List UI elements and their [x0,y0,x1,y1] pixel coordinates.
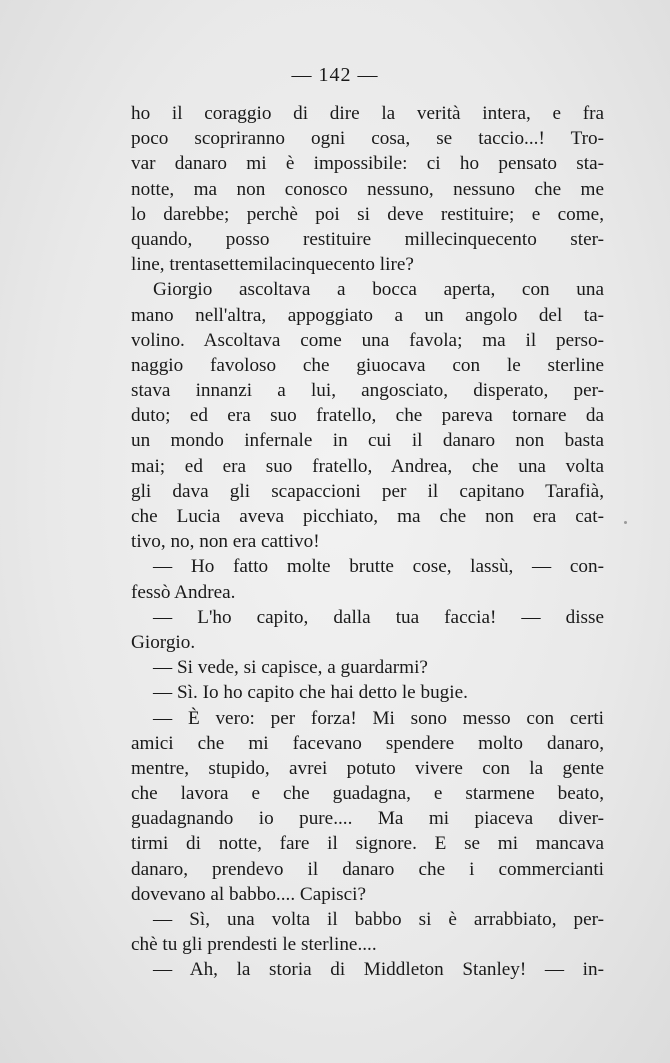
text-line: volino. Ascoltava come una favola; ma il perso- [131,329,604,351]
body-text [131,101,604,983]
text-line: chè tu gli prendesti le sterline.... [131,934,377,956]
text-line: — Ah, la storia di Middleton Stanley! — in- [153,959,604,981]
text-line: — È vero: per forza! Mi sono messo con certi [153,707,604,729]
text-line: stava innanzi a lui, angosciato, disperato, per- [131,380,604,402]
text-line: Giorgio ascoltava a bocca aperta, con una [153,279,604,301]
text-line: mentre, stupido, avrei potuto vivere con la gente [131,757,604,779]
text-line: fessò Andrea. [131,581,236,603]
text-line: che Lucia aveva picchiato, ma che non era cat- [131,506,604,527]
text-line: mano nell'altra, appoggiato a un angolo del ta- [131,304,604,326]
page-number: — 142 — [291,64,379,86]
text-line: — Ho fatto molte brutte cose, lassù, — con- [153,556,604,578]
text-line: line, trentasettemilacinquecento lire? [131,254,414,276]
text-line: dovevano al babbo.... Capisci? [131,883,366,905]
text-line: lo darebbe; perchè poi si deve restituire; e come, [131,203,604,225]
text-line: notte, ma non conosco nessuno, nessuno che me [131,178,604,200]
text-line: var danaro mi è impossibile: ci ho pensato sta- [131,153,604,175]
text-line: guadagnando io pure.... Ma mi piaceva diver- [131,808,604,830]
text-line: — Sì. Io ho capito che hai detto le bugie. [153,682,468,704]
print-speck [624,521,627,524]
text-line: danaro, prendevo il danaro che i commercianti [131,858,604,880]
text-line: — L'ho capito, dalla tua faccia! — disse [153,606,604,628]
text-line: — Sì, una volta il babbo si è arrabbiato, per- [153,909,604,930]
text-line: gli dava gli scapaccioni per il capitano Tarafià, [131,480,604,502]
text-line: ho il coraggio di dire la verità intera, e fra [131,103,604,124]
text-line: tirmi di notte, fare il signore. E se mi mancava [131,833,604,855]
text-line: — Si vede, si capisce, a guardarmi? [153,657,428,679]
text-line: amici che mi facevano spendere molto danaro, [131,732,604,754]
text-line: Giorgio. [131,631,196,653]
text-line: un mondo infernale in cui il danaro non basta [131,430,604,452]
text-line: tivo, no, non era cattivo! [131,531,320,553]
text-line: poco scopriranno ogni cosa, se taccio...! Tro- [131,128,604,150]
text-line: naggio favoloso che giuocava con le sterline [131,354,604,376]
text-line: che lavora e che guadagna, e starmene beato, [131,783,604,805]
text-line: duto; ed era suo fratello, che pareva tornare da [131,405,604,427]
text-line: mai; ed era suo fratello, Andrea, che una volta [131,455,604,477]
text-line: quando, posso restituire millecinquecento ster- [131,228,604,250]
